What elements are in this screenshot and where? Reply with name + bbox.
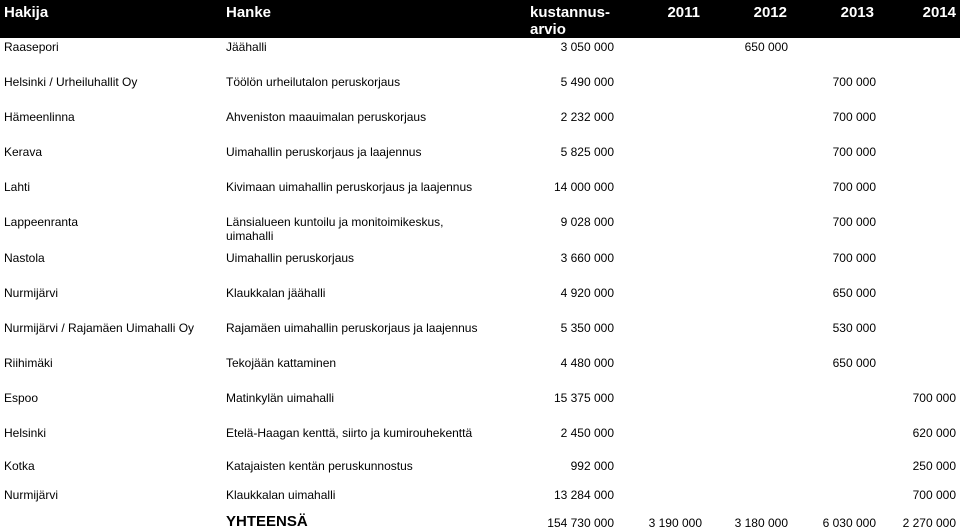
cell-hakija: Nurmijärvi / Rajamäen Uimahalli Oy xyxy=(4,321,195,335)
cell-hanke: Kivimaan uimahallin peruskorjaus ja laajennus xyxy=(226,180,473,194)
cell-hakija: Hämeenlinna xyxy=(4,110,75,124)
cell-2013: 700 000 xyxy=(832,180,876,194)
cell-hakija: Kotka xyxy=(4,459,35,473)
cell-hakija: Espoo xyxy=(4,391,39,405)
cell-hakija: Nurmijärvi xyxy=(4,286,58,300)
cell-hakija: Nastola xyxy=(4,251,45,265)
cell-hakija: Helsinki / Urheiluhallit Oy xyxy=(4,75,138,89)
column-header-2012: 2012 xyxy=(753,4,787,21)
table-row xyxy=(0,321,960,341)
cell-kustannusarvio: 9 028 000 xyxy=(560,215,614,229)
table-row xyxy=(0,180,960,200)
cell-kustannusarvio: 14 000 000 xyxy=(553,180,614,194)
cell-kustannusarvio: 2 232 000 xyxy=(560,110,614,124)
cell-2014: 700 000 xyxy=(912,488,956,502)
cell-kustannusarvio: 5 490 000 xyxy=(560,75,614,89)
column-header-hanke: Hanke xyxy=(226,4,272,21)
cell-kustannusarvio: 2 450 000 xyxy=(560,426,614,440)
table-header xyxy=(0,0,960,38)
cell-2013: 700 000 xyxy=(832,75,876,89)
cell-hakija: Raasepori xyxy=(4,40,59,54)
total-2011: 3 190 000 xyxy=(648,516,702,530)
table-row xyxy=(0,356,960,376)
cell-2013: 650 000 xyxy=(832,356,876,370)
table-row xyxy=(0,426,960,446)
table-row xyxy=(0,215,960,243)
cell-kustannusarvio: 3 050 000 xyxy=(560,40,614,54)
cell-2013: 650 000 xyxy=(832,286,876,300)
column-header-2013: 2013 xyxy=(840,4,874,21)
cell-hakija: Kerava xyxy=(4,145,43,159)
total-2013: 6 030 000 xyxy=(822,516,876,530)
cell-2012: 650 000 xyxy=(744,40,788,54)
cell-hanke: Matinkylän uimahalli xyxy=(226,391,335,405)
cell-2014: 700 000 xyxy=(912,391,956,405)
table-row xyxy=(0,391,960,411)
cell-2013: 700 000 xyxy=(832,251,876,265)
cell-hanke: Rajamäen uimahallin peruskorjaus ja laajennus xyxy=(226,321,478,335)
column-header-2014: 2014 xyxy=(922,4,956,21)
total-row xyxy=(0,514,960,530)
total-2012: 3 180 000 xyxy=(734,516,788,530)
cell-2014: 620 000 xyxy=(912,426,956,440)
table-row xyxy=(0,145,960,165)
column-header-kustannusarvio xyxy=(530,4,611,38)
column-header-2011: 2011 xyxy=(667,4,700,21)
cell-hanke: Jäähalli xyxy=(226,40,267,54)
cell-kustannusarvio: 4 480 000 xyxy=(560,356,614,370)
total-2014: 2 270 000 xyxy=(902,516,956,530)
table-row xyxy=(0,459,960,479)
cell-hanke: Klaukkalan uimahalli xyxy=(226,488,336,502)
cell-hakija: Nurmijärvi xyxy=(4,488,58,502)
column-header-hakija: Hakija xyxy=(4,4,49,21)
cell-2013: 530 000 xyxy=(832,321,876,335)
total-kustannusarvio: 154 730 000 xyxy=(547,516,614,530)
cell-kustannusarvio: 3 660 000 xyxy=(560,251,614,265)
cell-hakija: Riihimäki xyxy=(4,356,53,370)
cell-2014: 250 000 xyxy=(912,459,956,473)
total-label: YHTEENSÄ xyxy=(226,513,308,530)
cell-hanke: Uimahallin peruskorjaus xyxy=(226,251,355,265)
table-row xyxy=(0,488,960,508)
cell-hakija: Helsinki xyxy=(4,426,47,440)
cell-kustannusarvio: 13 284 000 xyxy=(553,488,614,502)
cell-2013: 700 000 xyxy=(832,110,876,124)
cell-kustannusarvio: 5 350 000 xyxy=(560,321,614,335)
table-row xyxy=(0,251,960,271)
cell-kustannusarvio: 15 375 000 xyxy=(553,391,614,405)
cell-hanke: Tekojään kattaminen xyxy=(226,356,337,370)
table-row xyxy=(0,40,960,60)
cell-hanke: Ahveniston maauimalan peruskorjaus xyxy=(226,110,427,124)
column-header-kustannusarvio-line1: kustannus- xyxy=(530,4,611,21)
cell-kustannusarvio: 992 000 xyxy=(570,459,614,473)
table-row xyxy=(0,75,960,95)
cell-hanke: Katajaisten kentän peruskunnostus xyxy=(226,459,413,473)
column-header-kustannusarvio-line2: arvio xyxy=(530,21,566,38)
cell-hakija: Lappeenranta xyxy=(4,215,79,229)
table-row xyxy=(0,286,960,306)
cell-2013: 700 000 xyxy=(832,215,876,229)
cell-hanke: Länsialueen kuntoilu ja monitoimikeskus, uimahalli xyxy=(226,215,444,243)
cell-kustannusarvio: 5 825 000 xyxy=(560,145,614,159)
cell-kustannusarvio: 4 920 000 xyxy=(560,286,614,300)
cell-hanke: Töölön urheilutalon peruskorjaus xyxy=(226,75,401,89)
cell-2013: 700 000 xyxy=(832,145,876,159)
cell-hanke: Etelä-Haagan kenttä, siirto ja kumirouhekenttä xyxy=(226,426,473,440)
cell-hanke: Klaukkalan jäähalli xyxy=(226,286,326,300)
cell-hakija: Lahti xyxy=(4,180,31,194)
table-row xyxy=(0,110,960,130)
cell-hanke: Uimahallin peruskorjaus ja laajennus xyxy=(226,145,422,159)
